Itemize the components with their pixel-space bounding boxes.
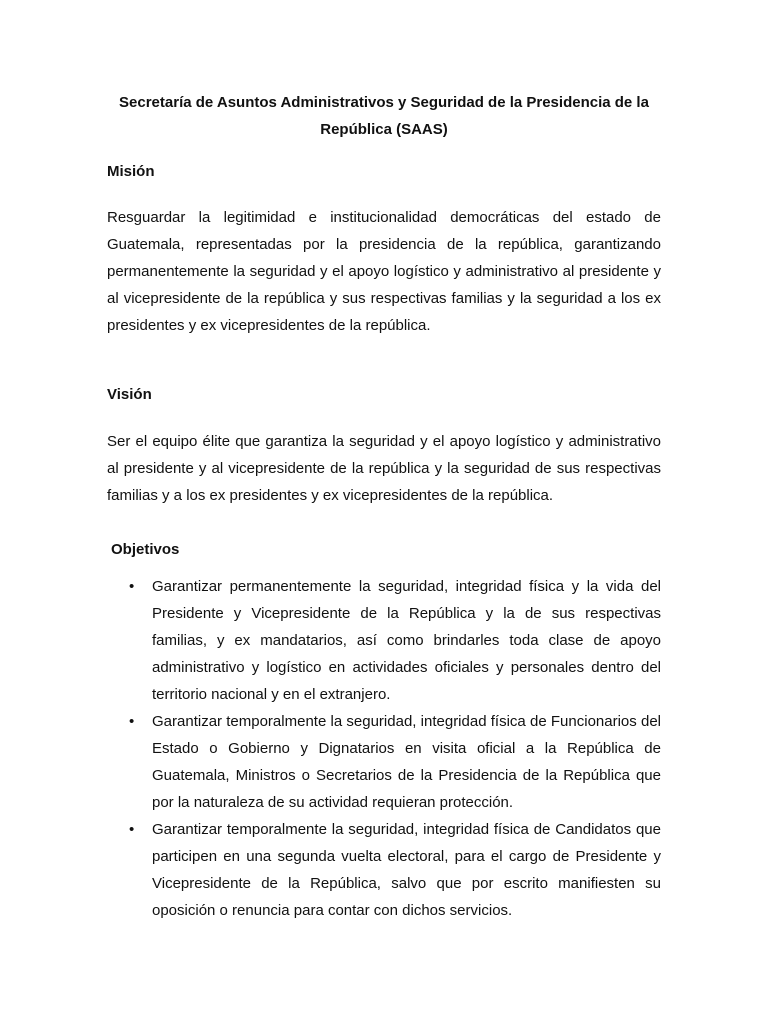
objetivos-list	[107, 573, 661, 924]
document-title: Secretaría de Asuntos Administrativos y Seguridad de la Presidencia de la República (SAAS)	[119, 94, 649, 138]
objetivos-heading: Objetivos	[111, 541, 180, 558]
bullet-icon: •	[129, 713, 135, 730]
objetivo-text: Garantizar permanentemente la seguridad, integridad física y la vida del Presidente y Vicepresidente de la República y la de sus respectivas familias, y ex mandatarios, así como brindarles toda clase de apoyo administrativo y logístico en actividades oficiales y personales dentro del territorio nacional y en el extranjero.	[152, 578, 661, 703]
vision-heading: Visión	[107, 386, 152, 403]
objetivo-item	[107, 708, 661, 816]
objetivo-item	[107, 816, 661, 924]
objetivo-item	[107, 573, 661, 708]
objetivo-text: Garantizar temporalmente la seguridad, integridad física de Candidatos que participen en una segunda vuelta electoral, para el cargo de Presidente y Vicepresidente de la República, salvo que por escrito manifiesten su oposición o renuncia para contar con dichos servicios.	[152, 821, 661, 919]
vision-text: Ser el equipo élite que garantiza la seguridad y el apoyo logístico y administrativo al presidente y al vicepresidente de la república y la seguridad de sus respectivas familias y a los ex presidentes y ex vicepresidentes de la república.	[107, 433, 661, 504]
bullet-icon: •	[129, 821, 135, 838]
bullet-icon: •	[129, 578, 135, 595]
objetivo-text: Garantizar temporalmente la seguridad, integridad física de Funcionarios del Estado o Gobierno y Dignatarios en visita oficial a la República de Guatemala, Ministros o Secretarios de la Presidencia de la República que por la naturaleza de su actividad requieran protección.	[152, 713, 661, 811]
mision-heading: Misión	[107, 163, 155, 180]
mision-text: Resguardar la legitimidad e institucionalidad democráticas del estado de Guatemala, representadas por la presidencia de la república, garantizando permanentemente la seguridad y el apoyo logístico y administrativo al presidente y al vicepresidente de la república y sus respectivas familias y la seguridad a los ex presidentes y ex vicepresidentes de la república.	[107, 209, 661, 334]
